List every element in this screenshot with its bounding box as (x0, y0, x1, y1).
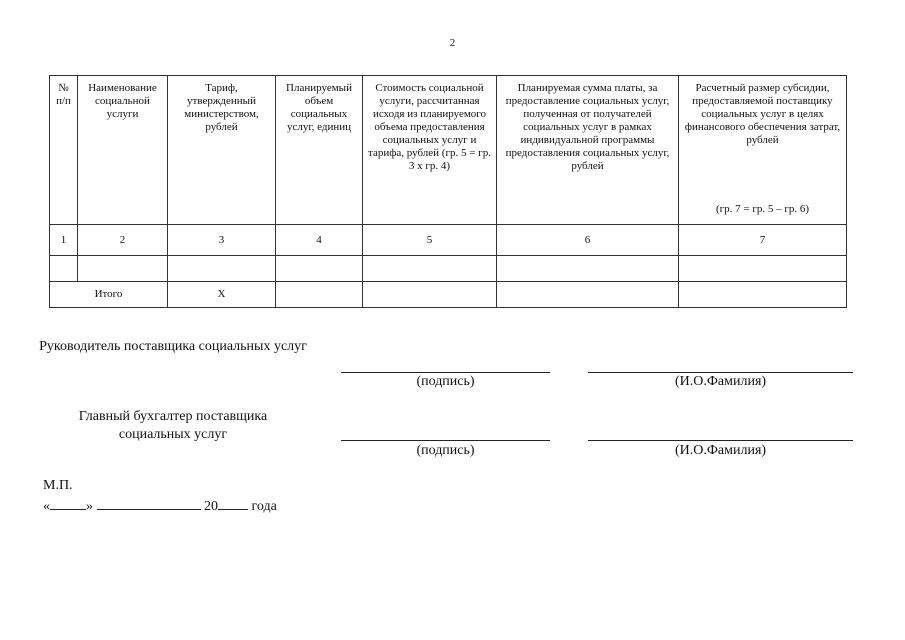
head-signature-line (341, 372, 550, 373)
accountant-signature-caption: (подпись) (416, 443, 475, 458)
table-cell (168, 256, 276, 282)
head-title: Руководитель поставщика социальных услуг (39, 339, 307, 354)
header-subsidy: Расчетный размер субсидии, предоставляемой поставщику социальных услуг в целях финансового обеспечения затрат, рублей (гр. 7 = гр. 5 – гр. 6) (679, 76, 847, 225)
column-number: 2 (78, 225, 168, 256)
header-cost: Стоимость социальной услуги, рассчитанная исходя из планируемого объема предоставления социальных услуг и тарифа, рублей (гр. 5 = гр. 3 х гр. 4) (363, 76, 497, 225)
table-cell (497, 282, 679, 308)
date-line (43, 495, 277, 515)
accountant-title: Главный бухгалтер поставщика социальных услуг (78, 409, 268, 442)
table-cell (50, 256, 78, 282)
accountant-name-caption: (И.О.Фамилия) (674, 443, 767, 458)
column-number-row (50, 225, 847, 256)
head-name-caption: (И.О.Фамилия) (674, 374, 767, 389)
column-number: 7 (679, 225, 847, 256)
total-label: Итого (50, 282, 168, 308)
accountant-name-line (588, 440, 853, 441)
date-month-blank (97, 495, 201, 510)
table-header-row (50, 76, 847, 225)
table-cell (363, 282, 497, 308)
date-century: 20 (204, 499, 218, 514)
column-number: 4 (276, 225, 363, 256)
page-number: 2 (449, 37, 456, 49)
subsidy-formula: (гр. 7 = гр. 5 – гр. 6) (715, 203, 810, 216)
table-cell (276, 256, 363, 282)
table-cell (363, 256, 497, 282)
column-number: 1 (50, 225, 78, 256)
column-number: 3 (168, 225, 276, 256)
table-cell (78, 256, 168, 282)
stamp-label: М.П. (43, 478, 73, 493)
head-name-line (588, 372, 853, 373)
header-number: № п/п (50, 76, 78, 225)
total-row (50, 282, 847, 308)
head-signature-caption: (подпись) (416, 374, 475, 389)
header-planned-volume: Планируемый объем социальных услуг, единиц (276, 76, 363, 225)
header-tariff: Тариф, утвержденный министерством, рублей (168, 76, 276, 225)
date-open-quote: « (43, 499, 50, 514)
date-year-blank (218, 495, 248, 510)
accountant-signature-line (341, 440, 550, 441)
table-cell (679, 282, 847, 308)
date-day-blank (50, 495, 86, 510)
table-cell (497, 256, 679, 282)
column-number: 6 (497, 225, 679, 256)
date-close-quote: » (86, 499, 93, 514)
header-planned-payment: Планируемая сумма платы, за предоставление социальных услуг, полученная от получателей социальных услуг в рамках индивидуальной программы предоставления социальных услуг, рублей (497, 76, 679, 225)
column-number: 5 (363, 225, 497, 256)
total-tariff-mark: Х (168, 282, 276, 308)
header-service-name: Наименование социальной услуги (78, 76, 168, 225)
table-cell (679, 256, 847, 282)
table-row (50, 256, 847, 282)
table-cell (276, 282, 363, 308)
date-suffix: года (251, 499, 277, 514)
subsidy-calculation-table (49, 75, 847, 308)
